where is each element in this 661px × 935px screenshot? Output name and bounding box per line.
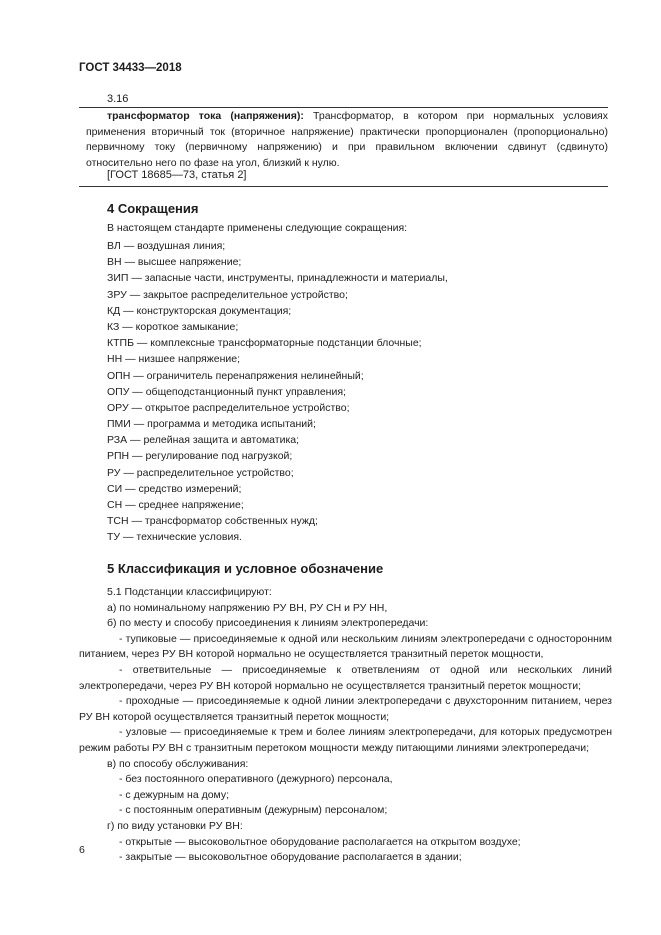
abbreviation-item: ОПУ — общеподстанционный пункт управления; <box>107 385 346 398</box>
section-5-paragraph: - с дежурным на дому; <box>119 788 230 801</box>
term-definition-text: Трансформатор, в котором при нормальных условиях применения вторичный ток (вторичное напряжение) практически пропорционален (пропорционально) первичному току (первичному напряжению) и при правильном включении сдвинут (сдвинуто) относительно него по фазе на угол, близкий к нулю. <box>86 110 608 169</box>
abbreviation-item: РУ — распределительное устройство; <box>107 466 294 479</box>
abbreviation-item: ПМИ — программа и методика испытаний; <box>107 418 316 431</box>
section-5-paragraph: - ответвительные — присоединяемые к ответвлениям от одной или нескольких линий электропередачи, через РУ ВН которой нормально не осуществляется транзитный переток мощности; <box>79 663 612 692</box>
abbreviation-item: РЗА — релейная защита и автоматика; <box>107 434 300 447</box>
term-definition <box>86 109 608 171</box>
section-5-paragraph: - тупиковые — присоединяемые к одной или нескольким линиям электропередачи с односторонним питанием, через РУ ВН которой нормально не осуществляется транзитный переток мощности, <box>79 632 612 661</box>
section-5-paragraph: - с постоянным оперативным (дежурным) персоналом; <box>119 804 388 817</box>
section-5-paragraph: - закрытые — высоковольтное оборудование располагается в здании; <box>119 851 462 864</box>
abbreviation-item: ВЛ — воздушная линия; <box>107 240 226 252</box>
section-5-paragraph: - проходные — присоединяемые к одной линии электропередачи с двухсторонним питанием, через РУ ВН которой осуществляется транзитный переток мощности; <box>79 695 612 723</box>
section-5-title: 5 Классификация и условное обозначение <box>107 561 384 576</box>
abbreviation-item: ВН — высшее напряжение; <box>107 256 242 269</box>
term-number: 3.16 <box>107 93 129 105</box>
abbreviation-item: КД — конструкторская документация; <box>107 304 292 317</box>
abbreviation-item: КЗ — короткое замыкание; <box>107 320 239 333</box>
term-rule-top <box>79 107 608 108</box>
term-reference: [ГОСТ 18685—73, статья 2] <box>107 169 247 181</box>
abbreviation-item: ЗИП — запасные части, инструменты, принадлежности и материалы, <box>107 272 448 285</box>
abbreviation-item: НН — низшее напряжение; <box>107 353 241 366</box>
abbreviation-item: ТУ — технические условия. <box>107 531 242 544</box>
standard-header: ГОСТ 34433—2018 <box>79 62 182 74</box>
section-5-paragraph: - открытые — высоковольтное оборудование располагается на открытом воздухе; <box>119 835 521 848</box>
abbreviation-item: ОПН — ограничитель перенапряжения нелинейный; <box>107 369 364 382</box>
section-5-paragraph: г) по виду установки РУ ВН: <box>107 819 243 832</box>
section-5-paragraph: б) по месту и способу присоединения к линиям электропередачи: <box>107 617 429 630</box>
section-5-body <box>79 585 612 866</box>
abbreviation-item: КТПБ — комплексные трансформаторные подстанции блочные; <box>107 337 422 350</box>
section-5-paragraph: 5.1 Подстанции классифицируют: <box>107 586 272 598</box>
abbreviation-item: ТСН — трансформатор собственных нужд; <box>107 515 318 528</box>
abbreviation-item: ОРУ — открытое распределительное устройство; <box>107 401 350 414</box>
abbreviation-item: СИ — средство измерений; <box>107 482 242 495</box>
section-4-intro: В настоящем стандарте применены следующие сокращения: <box>107 222 408 234</box>
term-rule-bottom <box>79 186 608 187</box>
term-name: трансформатор тока (напряжения): <box>107 110 304 122</box>
abbreviation-item: РПН — регулирование под нагрузкой; <box>107 450 293 463</box>
abbreviation-item: СН — среднее напряжение; <box>107 499 244 511</box>
section-5-paragraph: а) по номинальному напряжению РУ ВН, РУ СН и РУ НН, <box>107 601 388 614</box>
section-5-paragraph: - без постоянного оперативного (дежурного) персонала, <box>119 773 393 786</box>
abbreviation-item: ЗРУ — закрытое распределительное устройство; <box>107 288 348 301</box>
section-5-paragraph: - узловые — присоединяемые к трем и более линиям электропередачи, для которых предусмотрен режим работы РУ ВН с транзитным перетоком мощности между питающими линиями электропередачи; <box>79 726 612 754</box>
section-4-title: 4 Сокращения <box>107 201 199 216</box>
section-5-paragraph: в) по способу обслуживания: <box>107 757 249 770</box>
abbreviation-list <box>107 238 448 546</box>
page-number: 6 <box>79 844 85 856</box>
